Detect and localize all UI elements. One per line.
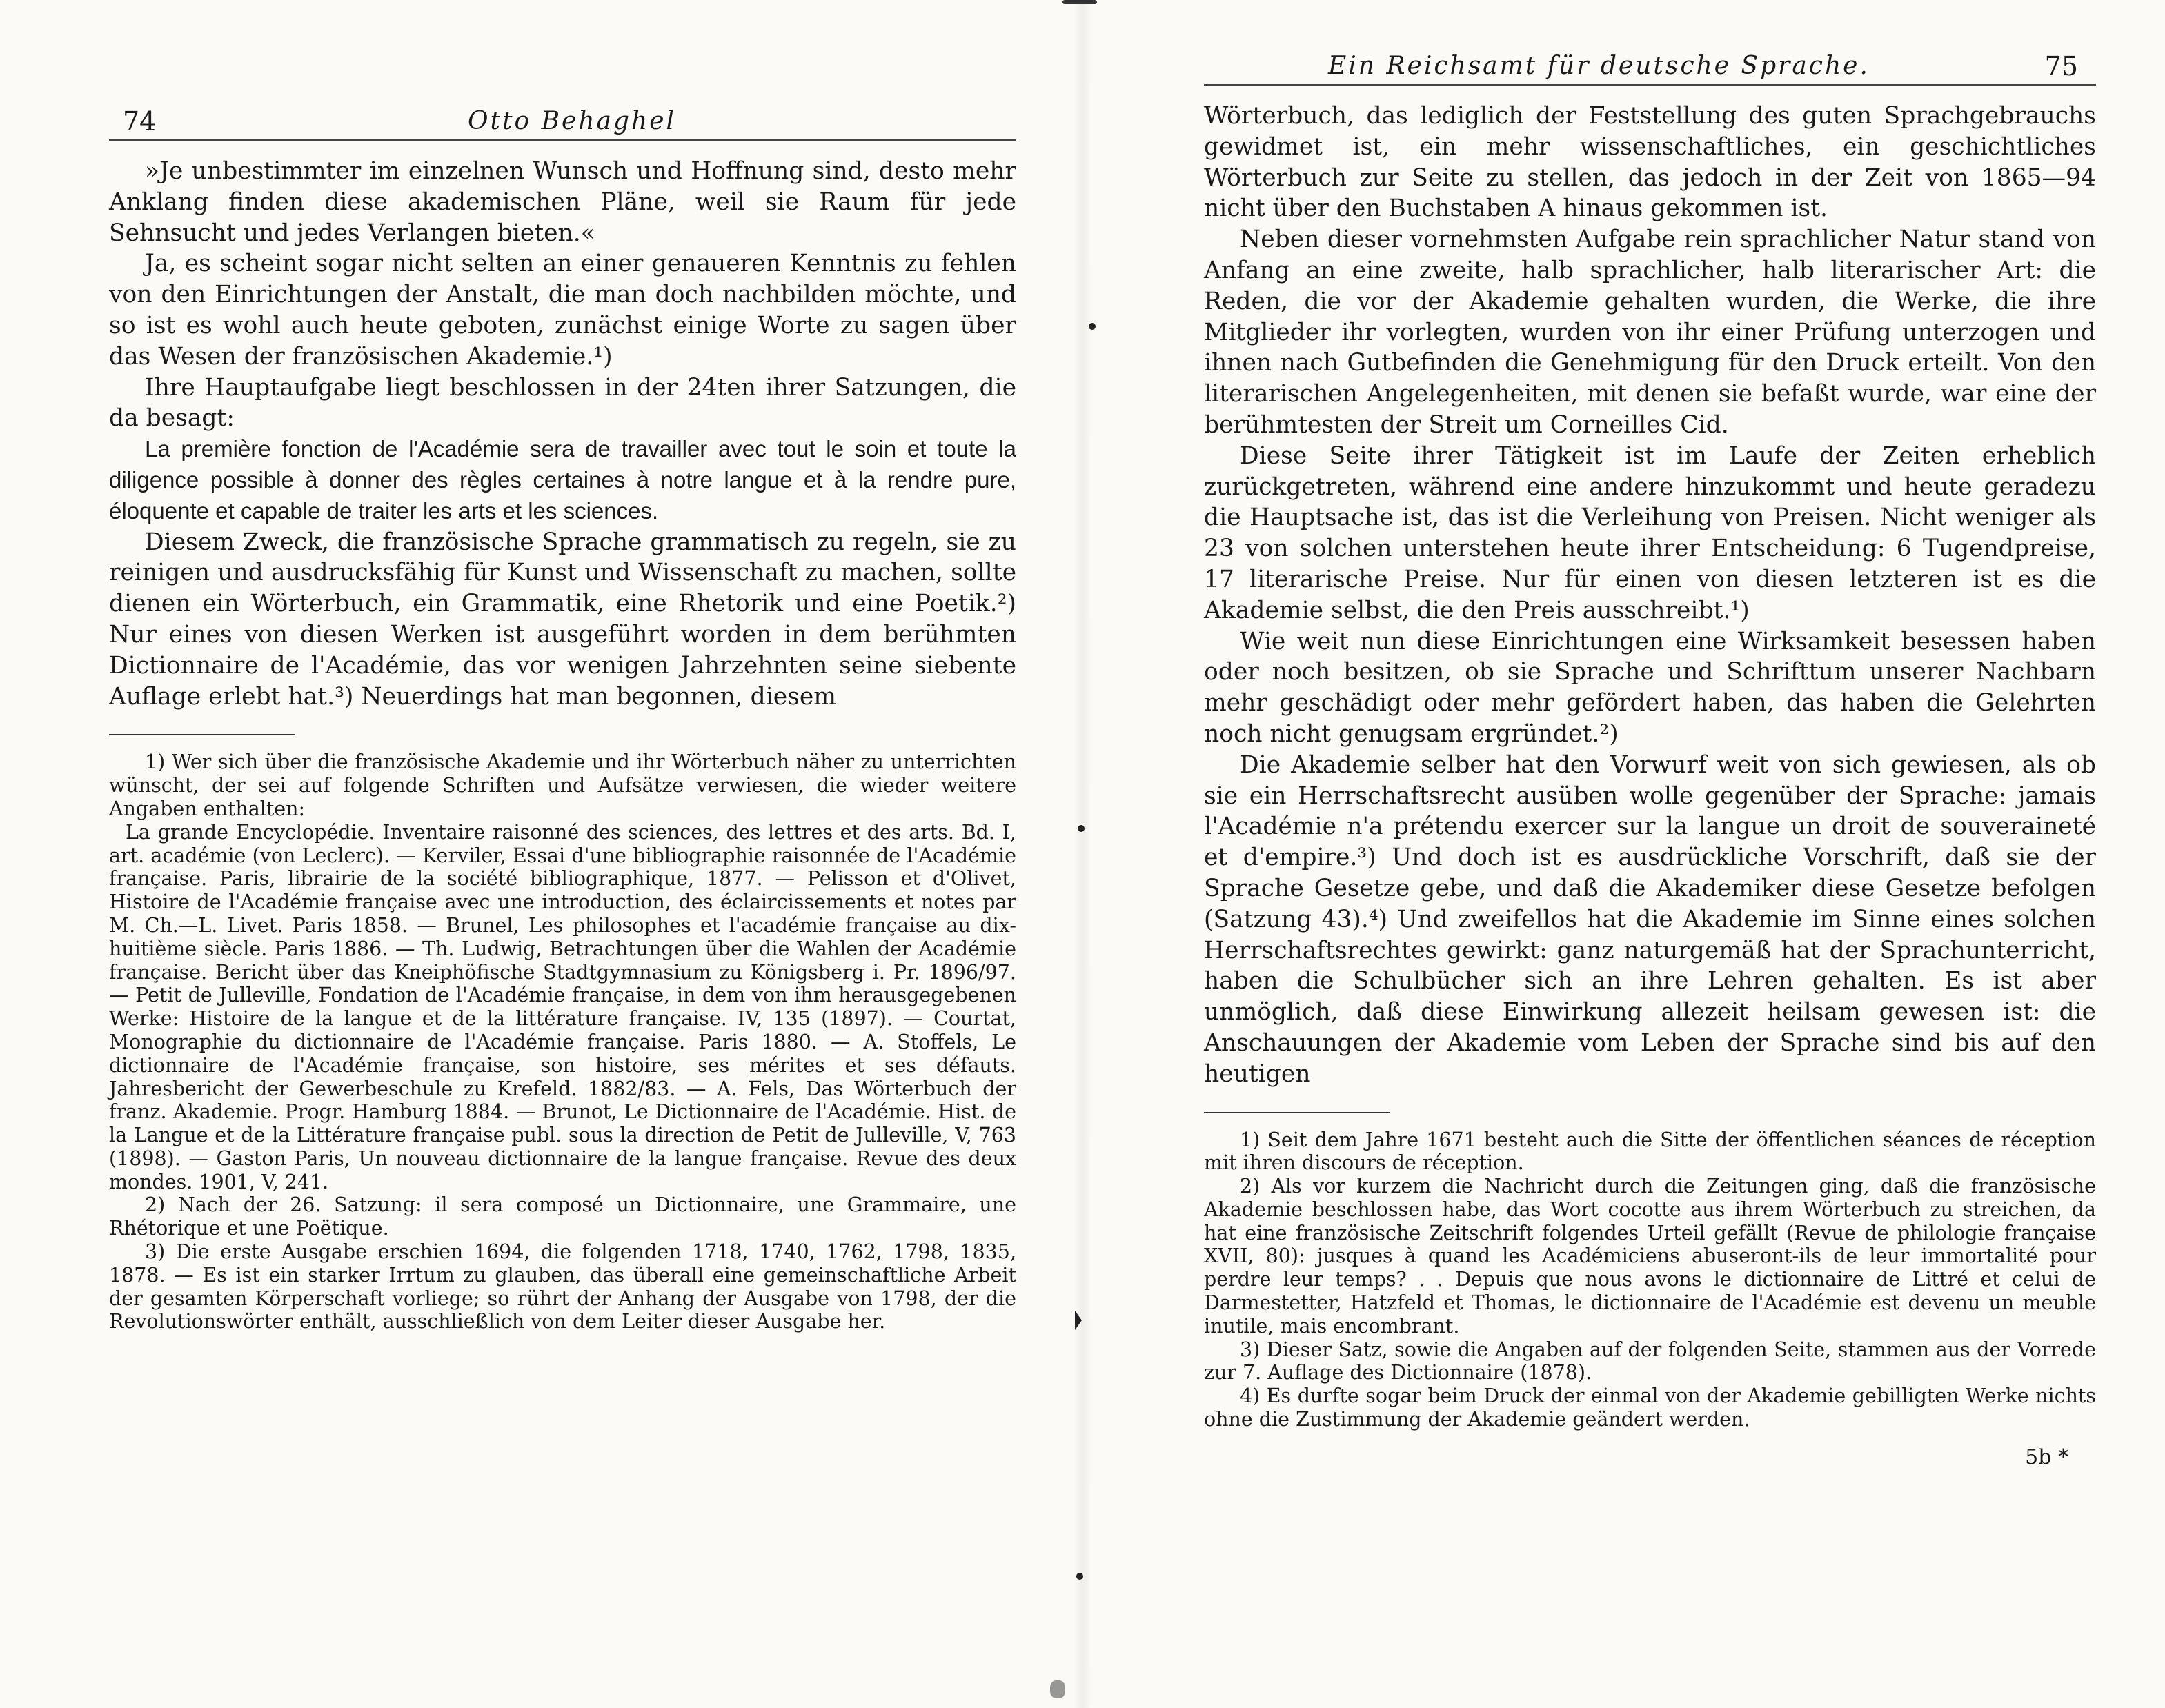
running-title: Ein Reichsamt für deutsche Sprache. xyxy=(1328,52,1870,80)
footnote: 1) Seit dem Jahre 1671 besteht auch die Sitte der öffentlichen séances de réception mit ihren discours de réception. xyxy=(1204,1128,2096,1175)
footnote: 3) Dieser Satz, sowie die Angaben auf der folgenden Seite, stammen aus der Vorrede zur 7. Auflage des Dictionnaire (1878). xyxy=(1204,1338,2096,1384)
left-page xyxy=(0,0,1082,1708)
footnote: 2) Als vor kurzem die Nachricht durch die Zeitungen ging, daß die französische Akademie beschlossen habe, das Wort cocotte aus ihrem Wörterbuch zu streichen, da hat eine französische Zeitschrift folgendes Urteil gefällt (Revue de philologie française XVII, 80): jusques à quand les Académiciens abuseront-ils de leur immortalité pour perdre leur temps? . . Depuis que nous avons le dictionnaire de Littré et celui de Darmestetter, Hatzfeld et Thomas, le dictionnaire de l'Académie est devenu un meuble inutile, mais encombrant. xyxy=(1204,1175,2096,1338)
footnote-divider xyxy=(1204,1112,1390,1113)
paragraph: Ihre Hauptaufgabe liegt beschlossen in der 24ten ihrer Satzungen, die da besagt: xyxy=(109,373,1016,433)
right-page xyxy=(1082,0,2165,1708)
footnote: 1) Wer sich über die französische Akademie und ihr Wörterbuch näher zu unterrichten wünscht, der sei auf folgende Schriften und Aufsätze verwiesen, die wieder weitere Angaben enthalten: xyxy=(109,751,1016,820)
quoted-statute: La première fonction de l'Académie sera de travailler avec tout le soin et toute la diligence possible à donner des règles certaines à notre langue et à la rendre pure, éloquente et capable de traiter les arts et les sciences. xyxy=(109,436,1016,524)
left-page-header xyxy=(109,97,1016,141)
right-page-header xyxy=(1204,41,2096,86)
left-footnotes xyxy=(109,751,1016,1333)
scan-speck xyxy=(1050,1680,1065,1698)
paragraph: Ja, es scheint sogar nicht selten an einer genaueren Kenntnis zu fehlen von den Einrichtungen der Anstalt, die man doch nachbilden möchte, und so ist es wohl auch heute geboten, zunächst einige Worte zu sagen über das Wesen der französischen Akademie.¹) xyxy=(109,250,1016,370)
paragraph: Wie weit nun diese Einrichtungen eine Wirksamkeit besessen haben oder noch besitzen, ob sie Sprache und Schrifttum unserer Nachbarn mehr geschädigt oder mehr gefördert haben, das haben die Gelehrten noch nicht genugsam ergründet.²) xyxy=(1204,627,2096,748)
running-title: Otto Behaghel xyxy=(468,107,677,135)
paragraph: Diesem Zweck, die französische Sprache grammatisch zu regeln, sie zu reinigen und ausdrucksfähig für Kunst und Wissenschaft zu machen, sollte dienen ein Wörterbuch, ein Grammatik, eine Rhetorik und eine Poetik.²) Nur eines von diesen Werken ist ausgeführt worden in dem berühmten Dictionnaire de l'Académie, das vor wenigen Jahrzehnten seine siebente Auflage erlebt hat.³) Neuerdings hat man begonnen, diesem xyxy=(109,528,1016,711)
footnote: 2) Nach der 26. Satzung: il sera composé un Dictionnaire, une Grammaire, une Rhétorique et une Poëtique. xyxy=(109,1193,1016,1240)
paragraph: Neben dieser vornehmsten Aufgabe rein sprachlicher Natur stand von Anfang an eine zweite, halb sprachlicher, halb literarischer Art: die Reden, die vor der Akademie gehalten wurden, die Werke, die ihre Mitglieder ihr vorlegten, wurden von ihr einer Prüfung unterzogen und ihnen nach Gutbefinden die Genehmigung für den Druck erteilt. Von den literarischen Angelegenheiten, mit denen sie befaßt wurde, war eine der berühmtesten der Streit um Corneilles Cid. xyxy=(1204,226,2096,439)
signature-mark: 5b * xyxy=(2025,1444,2068,1469)
paragraph: Diese Seite ihrer Tätigkeit ist im Laufe der Zeiten erheblich zurückgetreten, während eine andere hinzukommt und heute geradezu die Hauptsache ist, das ist die Verleihung von Preisen. Nicht weniger als 23 von solchen unterstehen heute ihrer Entscheidung: 6 Tugendpreise, 17 literarische Preise. Nur für einen von diesen letzteren ist es die Akademie selbst, die den Preis ausschreibt.¹) xyxy=(1204,441,2096,624)
paragraph: Die Akademie selber hat den Vorwurf weit von sich gewiesen, als ob sie ein Herrschaftsrecht ausüben wolle gegenüber der Sprache: jamais l'Académie n'a prétendu exercer sur la langue un droit de souveraineté et d'empire.³) Und doch ist es ausdrückliche Vorschrift, daß sie der Sprache Gesetze gebe, und daß die Akademiker diese Gesetze befolgen (Satzung 43).⁴) Und zweifellos hat die Akademie im Sinne eines solchen Herrschaftsrechtes gewirkt: ganz naturgemäß hat der Sprachunterricht, haben die Schulbücher sich an ihre Lehren gehalten. Es ist aber unmöglich, daß diese Einwirkung allezeit heilsam gewesen ist: die Anschauungen der Akademie vom Leben der Sprache sind bis auf den heutigen xyxy=(1204,751,2096,1088)
gutter-mark xyxy=(1075,1311,1082,1330)
right-footnotes xyxy=(1204,1129,2096,1431)
left-body-text xyxy=(109,156,1016,712)
paragraph: »Je unbestimmter im einzelnen Wunsch und Hoffnung sind, desto mehr Anklang finden diese akademischen Pläne, weil sie Raum für jede Sehnsucht und jedes Verlangen bieten.« xyxy=(109,157,1016,247)
paragraph: Wörterbuch, das lediglich der Feststellung des guten Sprachgebrauchs gewidmet ist, ein mehr wissenschaftliches, ein geschichtliches Wörterbuch zur Seite zu stellen, das jedoch in der Zeit von 1865—94 nicht über den Buchstaben A hinaus gekommen ist. xyxy=(1204,102,2096,223)
right-body-text xyxy=(1204,101,2096,1090)
footnote: 4) Es durfte sogar beim Druck der einmal von der Akademie gebilligten Werke nichts ohne die Zustimmung der Akademie geändert werden. xyxy=(1204,1384,2096,1431)
page-number: 75 xyxy=(2044,51,2078,81)
footnote-divider xyxy=(109,734,295,735)
page-number: 74 xyxy=(123,106,157,137)
footnote: 3) Die erste Ausgabe erschien 1694, die folgenden 1718, 1740, 1762, 1798, 1835, 1878. — Es ist ein starker Irrtum zu glauben, das überall eine gemeinschaftliche Arbeit der gesamten Körperschaft vorliege; so rührt der Anhang der Ausgabe von 1798, der die Revolutionswörter enthält, ausschließlich von dem Leiter dieser Ausgabe her. xyxy=(109,1240,1016,1333)
footnote-bibliography: La grande Encyclopédie. Inventaire raisonné des sciences, des lettres et des arts. Bd. I, art. académie (von Leclerc). — Kerviler, Essai d'une bibliographie raisonnée de l'Académie française. Paris, librairie de la société bibliographique, 1877. — Pelisson et d'Olivet, Histoire de l'Académie française avec une introduction, des éclaircissements et notes par M. Ch.—L. Livet. Paris 1858. — Brunel, Les philosophes et l'académie française au dix-huitième siècle. Paris 1886. — Th. Ludwig, Betrachtungen über die Wahlen der Académie française. Bericht über das Kneiphöfische Stadtgymnasium zu Königsberg i. Pr. 1896/97. — Petit de Julleville, Fondation de l'Académie française, in dem von ihm herausgegebenen Werke: Histoire de la langue et de la littérature française. IV, 135 (1897). — Courtat, Monographie du dictionnaire de l'Académie française. Paris 1880. — A. Stoffels, Le dictionnaire de l'Académie française, son histoire, ses mérites et ses défauts. Jahresbericht der Gewerbeschule zu Krefeld. 1882/83. — A. Fels, Das Wörterbuch der franz. Akademie. Progr. Hamburg 1884. — Brunot, Le Dictionnaire de l'Académie. Hist. de la Langue et de la Littérature française publ. sous la direction de Petit de Julleville, V, 763 (1898). — Gaston Paris, Un nouveau dictionnaire de la langue française. Revue des deux mondes. 1901, V, 241. xyxy=(109,820,1016,1193)
